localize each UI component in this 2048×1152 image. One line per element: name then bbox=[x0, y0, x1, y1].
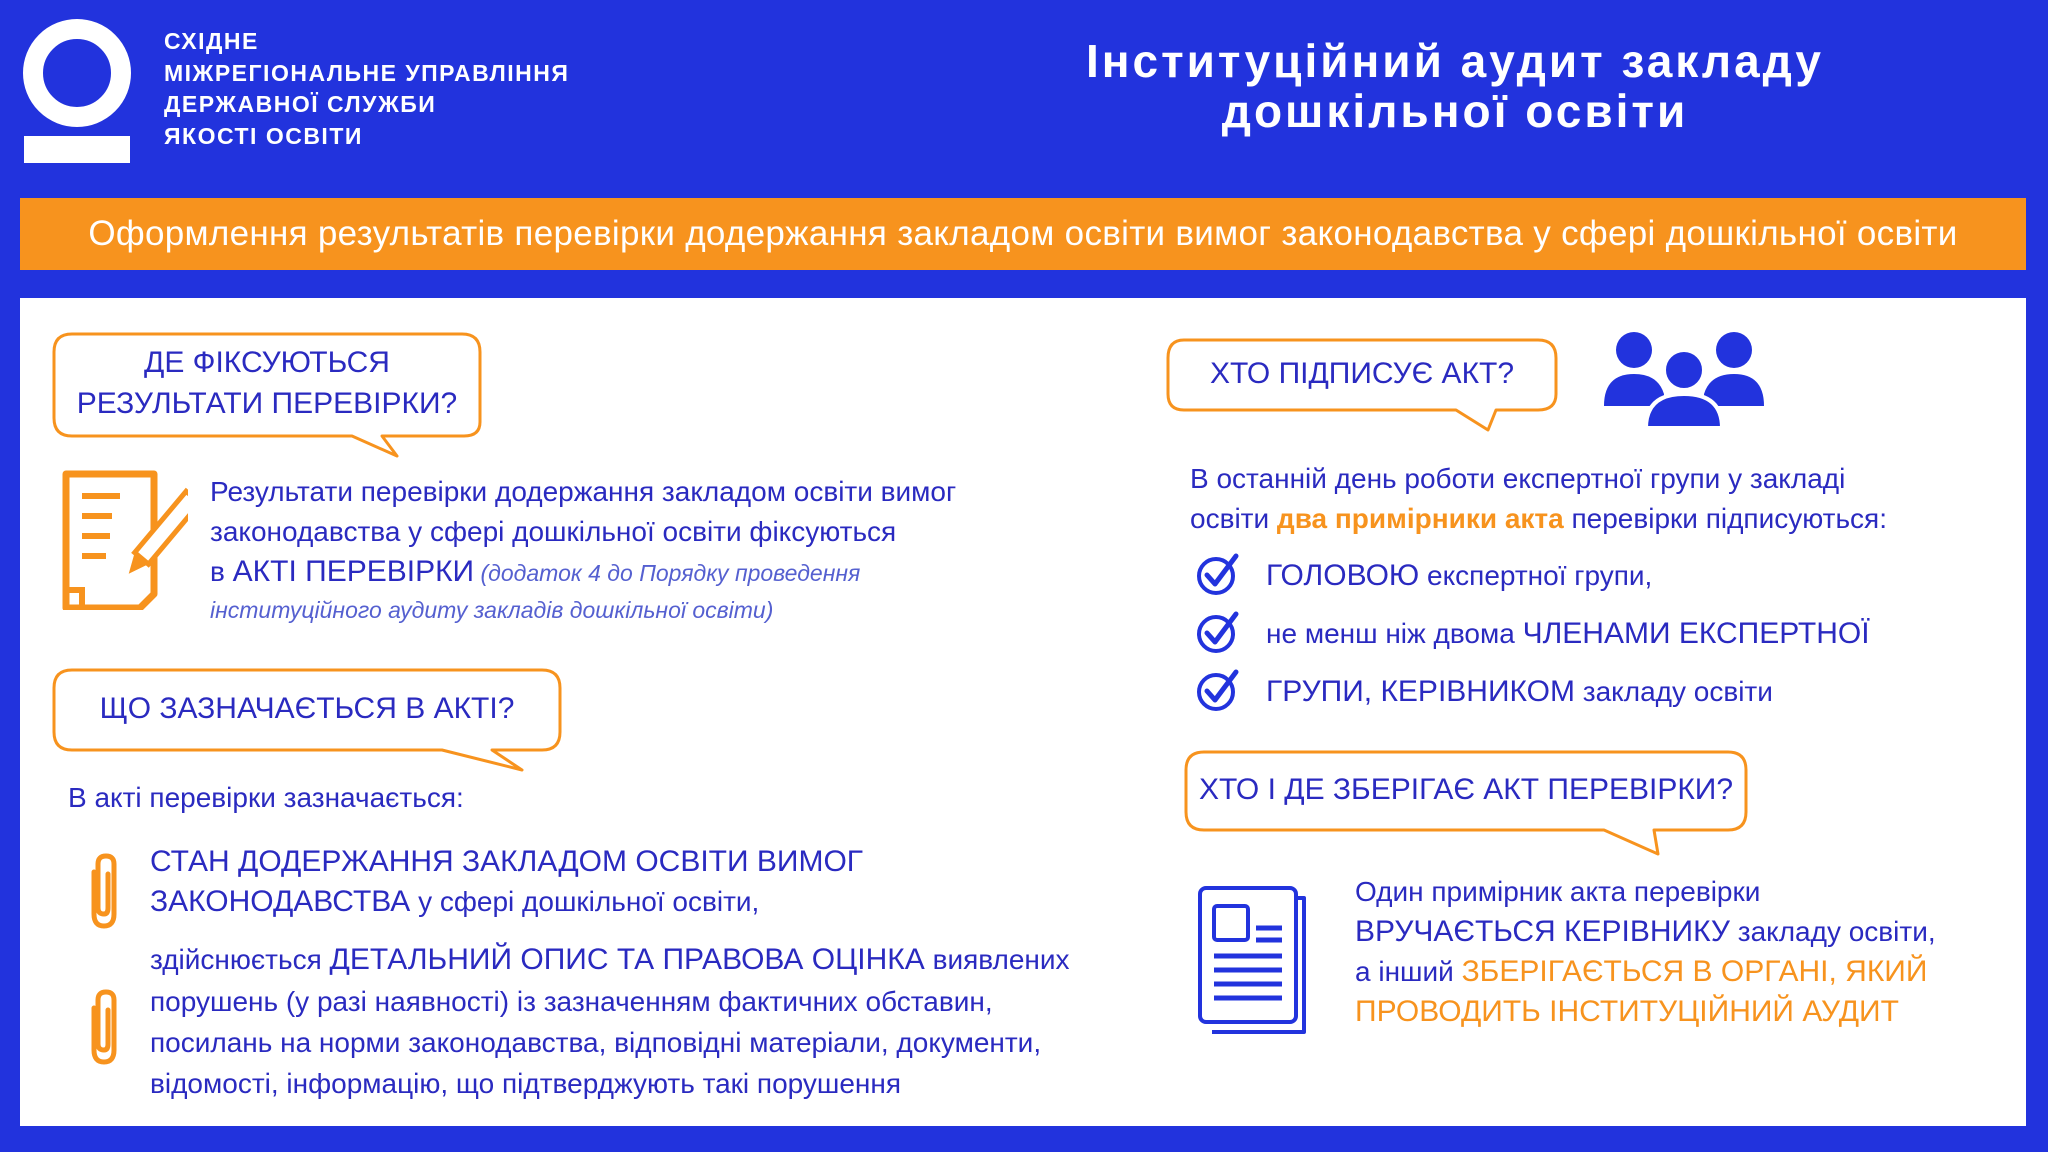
answer-where-line-2: законодавства у сфері дошкільної освіти фіксуються bbox=[210, 516, 897, 547]
org-line-1: СХІДНЕ bbox=[164, 28, 259, 54]
question-bubble-storage bbox=[1184, 750, 1748, 856]
signer-members: не менш ніж двома ЧЛЕНАМИ ЕКСПЕРТНОЇ bbox=[1266, 617, 1870, 650]
two-copies-highlight: два примірники акта bbox=[1276, 503, 1564, 534]
item-description-line-2: порушень (у разі наявності) із зазначенням фактичних обставин, bbox=[150, 986, 993, 1017]
question-bubble-where bbox=[52, 332, 482, 458]
question-who-signs: ХТО ПІДПИСУЄ АКТ? bbox=[1209, 357, 1515, 390]
question-storage: ХТО І ДЕ ЗБЕРІГАЄ АКТ ПЕРЕВІРКИ? bbox=[1198, 773, 1734, 806]
org-line-2: МІЖРЕГІОНАЛЬНЕ УПРАВЛІННЯ bbox=[164, 60, 570, 86]
annex-note-1: (додаток 4 до Порядку проведення bbox=[474, 560, 861, 586]
question-bubble-who-signs bbox=[1166, 338, 1558, 430]
act-contents-intro: В акті перевірки зазначається: bbox=[68, 782, 464, 813]
document-pencil-icon bbox=[62, 470, 188, 610]
item-compliance-line-1: СТАН ДОДЕРЖАННЯ ЗАКЛАДОМ ОСВІТИ ВИМОГ bbox=[150, 845, 864, 878]
signer-director: ГРУПИ, КЕРІВНИКОМ закладу освіти bbox=[1266, 675, 1773, 708]
question-what: ЩО ЗАЗНАЧАЄТЬСЯ В АКТІ? bbox=[99, 692, 515, 725]
logo-icon bbox=[22, 18, 132, 168]
document-icon bbox=[1198, 884, 1308, 1036]
item-description-line-3: посилань на норми законодавства, відповідні матеріали, документи, bbox=[150, 1027, 1042, 1058]
paperclip-icon bbox=[84, 852, 122, 932]
act-label: АКТІ ПЕРЕВІРКИ bbox=[232, 555, 475, 588]
storage-line-1: Один примірник акта перевірки bbox=[1355, 876, 1761, 907]
checkmark-icon bbox=[1196, 552, 1240, 596]
question-bubble-what bbox=[52, 668, 562, 772]
question-where-line-2: РЕЗУЛЬТАТИ ПЕРЕВІРКИ? bbox=[76, 387, 458, 420]
storage-line-2: ВРУЧАЄТЬСЯ КЕРІВНИКУ закладу освіти, bbox=[1355, 915, 1936, 948]
paperclip-icon bbox=[84, 988, 122, 1068]
storage-line-4: ПРОВОДИТЬ ІНСТИТУЦІЙНИЙ АУДИТ bbox=[1355, 995, 1899, 1028]
question-where-line-1: ДЕ ФІКСУЮТЬСЯ bbox=[144, 346, 390, 379]
title-line-1: Інституційний аудит закладу bbox=[1085, 35, 1825, 87]
section-banner: Оформлення результатів перевірки додержання закладом освіти вимог законодавства у сфері дошкільної освіти bbox=[20, 198, 2026, 270]
annex-note-2: інституційного аудиту закладів дошкільної освіти) bbox=[210, 597, 774, 623]
item-compliance-line-2: ЗАКОНОДАВСТВА у сфері дошкільної освіти, bbox=[150, 885, 760, 918]
signing-line-2: освіти два примірники акта перевірки підписуються: bbox=[1190, 503, 1887, 534]
answer-where-line-1: Результати перевірки додержання закладом освіти вимог bbox=[210, 476, 957, 507]
answer-where-line-3: в АКТІ ПЕРЕВІРКИ (додаток 4 до Порядку проведення bbox=[210, 555, 861, 588]
storage-line-3: а інший ЗБЕРІГАЄТЬСЯ В ОРГАНІ, ЯКИЙ bbox=[1355, 955, 1928, 988]
org-line-4: ЯКОСТІ ОСВІТИ bbox=[164, 123, 363, 149]
group-icon bbox=[1604, 328, 1764, 428]
signer-head: ГОЛОВОЮ експертної групи, bbox=[1266, 559, 1653, 592]
signing-line-1: В останній день роботи експертної групи у закладі bbox=[1190, 463, 1846, 494]
checkmark-icon bbox=[1196, 610, 1240, 654]
item-description-line-4: відомості, інформацію, що підтверджують такі порушення bbox=[150, 1068, 902, 1099]
title-line-2: дошкільної освіти bbox=[1221, 85, 1689, 137]
org-line-3: ДЕРЖАВНОЇ СЛУЖБИ bbox=[164, 91, 437, 117]
checkmark-icon bbox=[1196, 668, 1240, 712]
item-description-line-1: здійснюється ДЕТАЛЬНИЙ ОПИС ТА ПРАВОВА ОЦІНКА виявлених bbox=[150, 943, 1070, 976]
